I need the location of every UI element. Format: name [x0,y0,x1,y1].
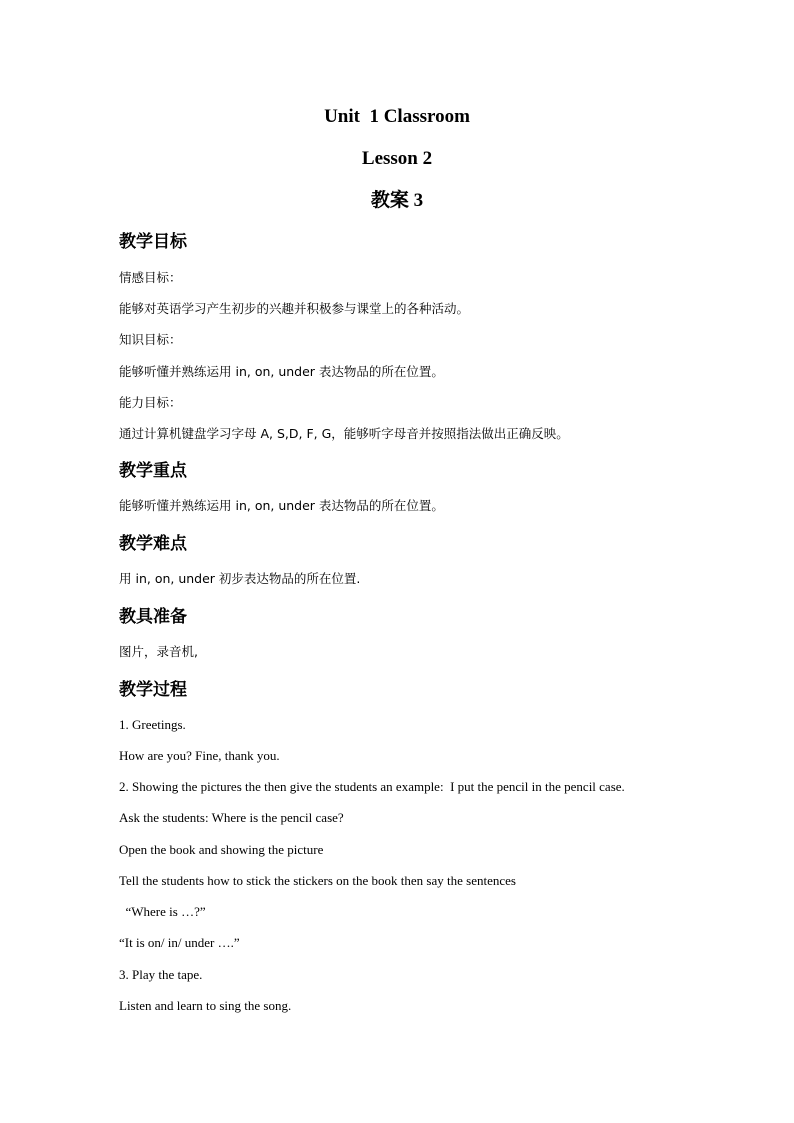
ability-objective-label: 能力目标： [119,395,182,410]
materials-heading: 教具准备 [119,607,187,627]
process-line: 2. Showing the pictures the then give the students an example: I put the pencil in the pencil case. [119,779,625,794]
emotion-objective-text: 能够对英语学习产生初步的兴趣并积极参与课堂上的各种活动。 [119,301,470,316]
knowledge-objective-text: 能够听懂并熟练运用 in, on, under 表达物品的所在位置。 [119,364,444,379]
difficulties-heading: 教学难点 [119,534,187,554]
unit-title: Unit 1 Classroom [324,106,470,127]
knowledge-objective-label: 知识目标： [119,332,182,347]
key-points-heading: 教学重点 [119,461,187,481]
materials-text: 图片，录音机, [119,644,198,659]
process-line: 3. Play the tape. [119,967,203,982]
plan-title: 教案 3 [370,190,424,211]
key-points-text: 能够听懂并熟练运用 in, on, under 表达物品的所在位置。 [119,498,444,513]
process-line: Ask the students: Where is the pencil case? [119,810,344,825]
process-line: How are you? Fine, thank you. [119,748,280,763]
process-line: Listen and learn to sing the song. [119,998,292,1013]
ability-objective-text: 通过计算机键盘学习字母 A, S,D, F, G，能够听字母音并按照指法做出正确反映。 [119,426,569,441]
difficulties-text: 用 in, on, under 初步表达物品的所在位置. [119,571,361,586]
emotion-objective-label: 情感目标： [119,270,182,285]
process-line: “Where is …?” [119,904,206,919]
objectives-heading: 教学目标 [119,232,187,252]
process-heading: 教学过程 [119,680,187,700]
process-line: “It is on/ in/ under ….” [119,935,240,950]
lesson-title: Lesson 2 [361,148,433,169]
process-line: Open the book and showing the picture [119,842,324,857]
process-line: Tell the students how to stick the stickers on the book then say the sentences [119,873,516,888]
process-line: 1. Greetings. [119,717,186,732]
